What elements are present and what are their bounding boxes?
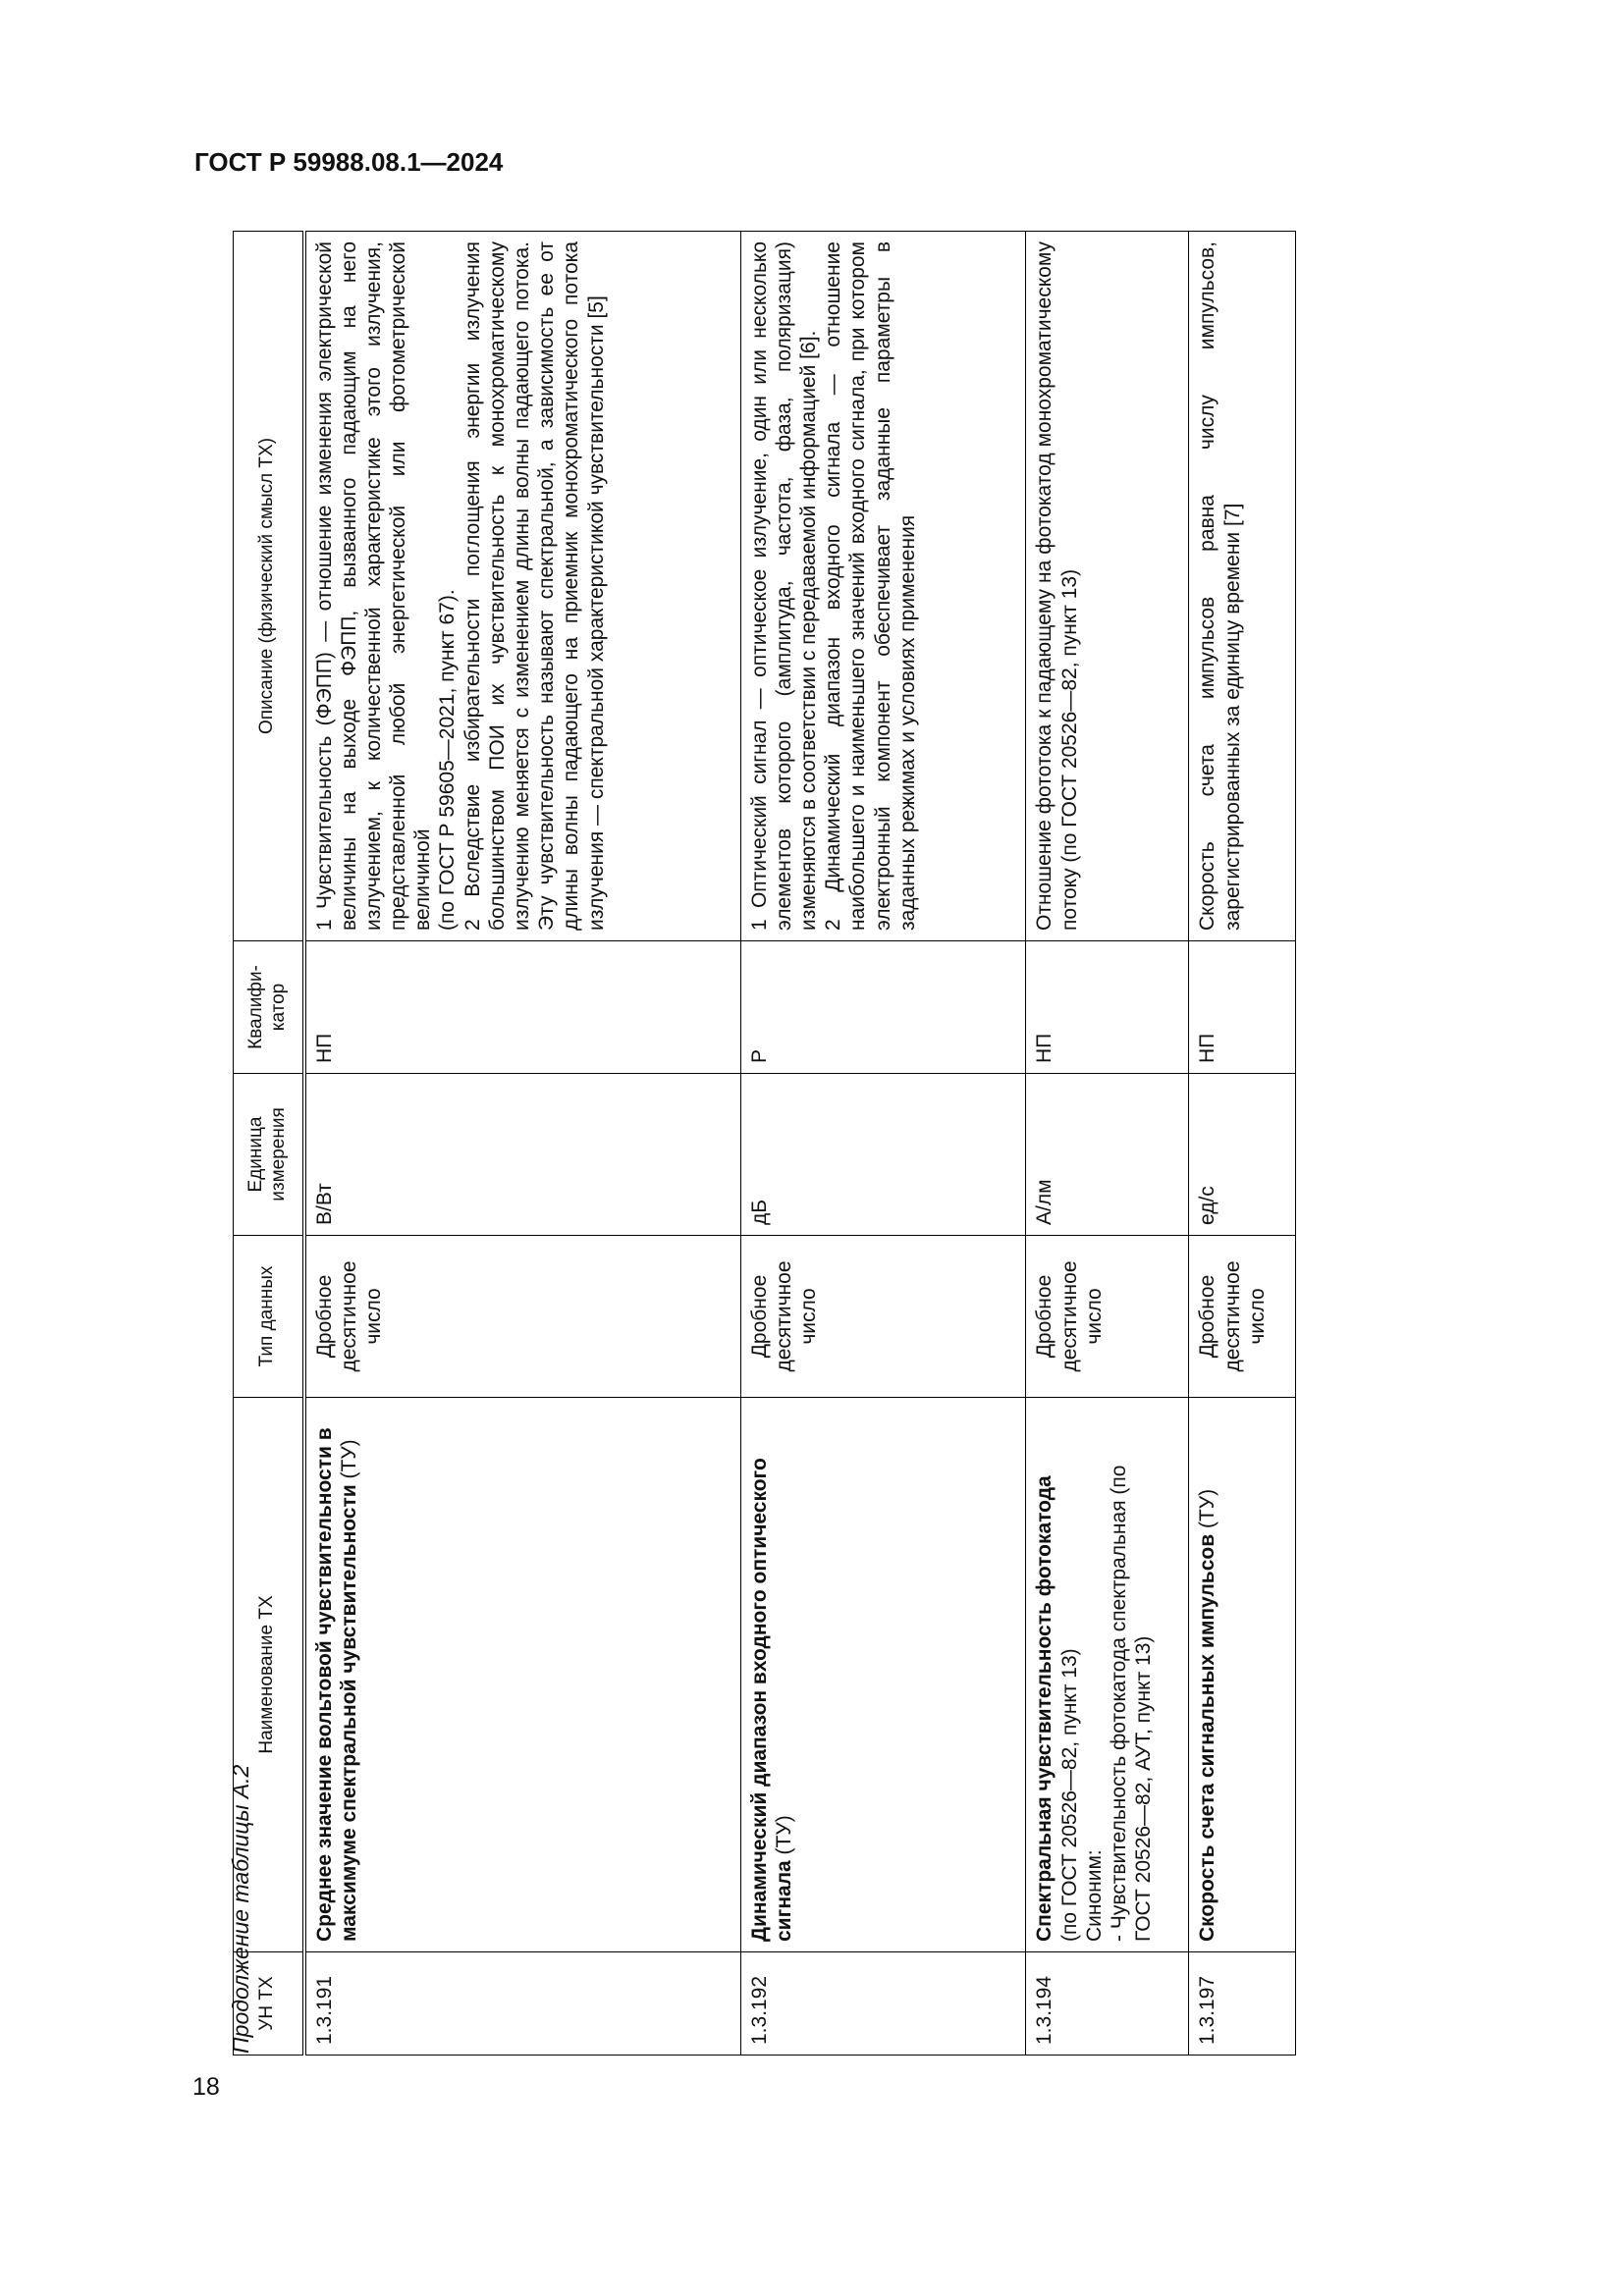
document-code: ГОСТ Р 59988.08.1—2024 (194, 147, 504, 177)
cell-description (1189, 232, 1296, 941)
cell-name (304, 1398, 741, 1952)
rotated-table-container (233, 232, 1296, 2056)
name-bold: Скорость счета сигнальных импульсов (1196, 1533, 1219, 1942)
cell-name (1026, 1398, 1189, 1952)
cell-unit: В/Вт (304, 1074, 741, 1236)
cell-unit: дБ (740, 1074, 1026, 1236)
name-rest: (ТУ) (337, 1439, 360, 1485)
desc-paragraph: 2 Вследствие избирательности поглощения энергии излучения большинством ПОИ их чувствительность к монохроматическому излучению меняется с изменением длины волны падающего потока. Эту чувствительность называют спектральной, а зависимость ее от длины волны падающего на приемник монохроматического потока излучения — спектральной характеристикой чувствительности [5] (460, 241, 608, 931)
cell-code: 1.3.194 (1026, 1952, 1189, 2056)
desc-paragraph: Скорость счета импульсов равна числу импульсов, зарегистрированных за единицу времени [7] (1196, 241, 1244, 931)
cell-description (1026, 232, 1189, 941)
cell-code: 1.3.197 (1189, 1952, 1296, 2056)
desc-paragraph: 1 Чувствительность (ФЭПП) — отношение изменения электрической величины на выходе ФЭПП, вызванного падающим на него излучением, к количественной характеристике этого излучения, представленной любой энергетической или фотометрической величиной (312, 241, 435, 931)
desc-paragraph: Отношение фототока к падающему на фотокатод монохроматическому потоку (по ГОСТ 20526—82, пункт 13) (1033, 241, 1081, 931)
desc-paragraph: (по ГОСТ Р 59605—2021, пункт 67). (436, 589, 460, 931)
desc-paragraph: 1 Оптический сигнал — оптическое излучение, один или несколько элементов которого (амплитуда, частота, фаза, поляризация) изменяются в соответствии с передаваемой информацией [6]. (747, 241, 821, 931)
column-header-qualifier: Квалифи-катор (234, 941, 304, 1074)
cell-qualifier: НП (304, 941, 741, 1074)
cell-description (304, 232, 741, 941)
name-line: (по ГОСТ 20526—82, пункт 13) (1057, 1648, 1081, 1942)
name-rest: (ТУ) (772, 1815, 795, 1861)
table-row (740, 232, 1026, 2056)
name-line: Синоним: (1082, 1849, 1106, 1942)
cell-unit: ед/с (1189, 1074, 1296, 1236)
name-bold: Спектральная чувствительность фотокатода (1033, 1475, 1056, 1942)
column-header-type: Тип данных (234, 1236, 304, 1398)
table-caption: Продолжение таблицы А.2 (228, 1764, 253, 2054)
cell-type: Дробное десятичное число (1026, 1236, 1189, 1398)
cell-name (1189, 1398, 1296, 1952)
name-bold-line (1032, 1408, 1056, 1942)
table-row (1189, 232, 1296, 2056)
cell-code: 1.3.192 (740, 1952, 1026, 2056)
column-header-unit: Единица измерения (234, 1074, 304, 1236)
cell-code: 1.3.191 (304, 1952, 741, 2056)
cell-qualifier: НП (1189, 941, 1296, 1074)
name-line: - Чувствительность фотокатода спектральная (по ГОСТ 20526—82, АУТ, пункт 13) (1107, 1465, 1156, 1942)
table-header-row (234, 232, 304, 2056)
table-row (1026, 232, 1189, 2056)
cell-type: Дробное десятичное число (1189, 1236, 1296, 1398)
cell-description (740, 232, 1026, 941)
table-row (304, 232, 741, 2056)
characteristics-table (233, 231, 1296, 2056)
cell-qualifier: Р (740, 941, 1026, 1074)
desc-paragraph: 2 Динамический диапазон входного сигнала — отношение наибольшего и наименьшего значений входного сигнала, при котором электронный компонент обеспечивает заданные параметры в заданных режимах и условиях применения (822, 241, 919, 931)
column-header-code: УН ТХ (234, 1952, 304, 2056)
column-header-name: Наименование ТХ (234, 1398, 304, 1952)
name-bold: Среднее значение вольтовой чувствительности в максимуме спектральной чувствительности (312, 1427, 360, 1942)
page-number: 18 (192, 2073, 220, 2101)
column-header-description: Описание (физический смысл ТХ) (234, 232, 304, 941)
name-bold: Динамический диапазон входного оптического сигнала (747, 1458, 795, 1942)
cell-name (740, 1398, 1026, 1952)
name-rest: (ТУ) (1196, 1488, 1219, 1534)
cell-type: Дробное десятичное число (740, 1236, 1026, 1398)
cell-qualifier: НП (1026, 941, 1189, 1074)
cell-type: Дробное десятичное число (304, 1236, 741, 1398)
cell-unit: А/лм (1026, 1074, 1189, 1236)
